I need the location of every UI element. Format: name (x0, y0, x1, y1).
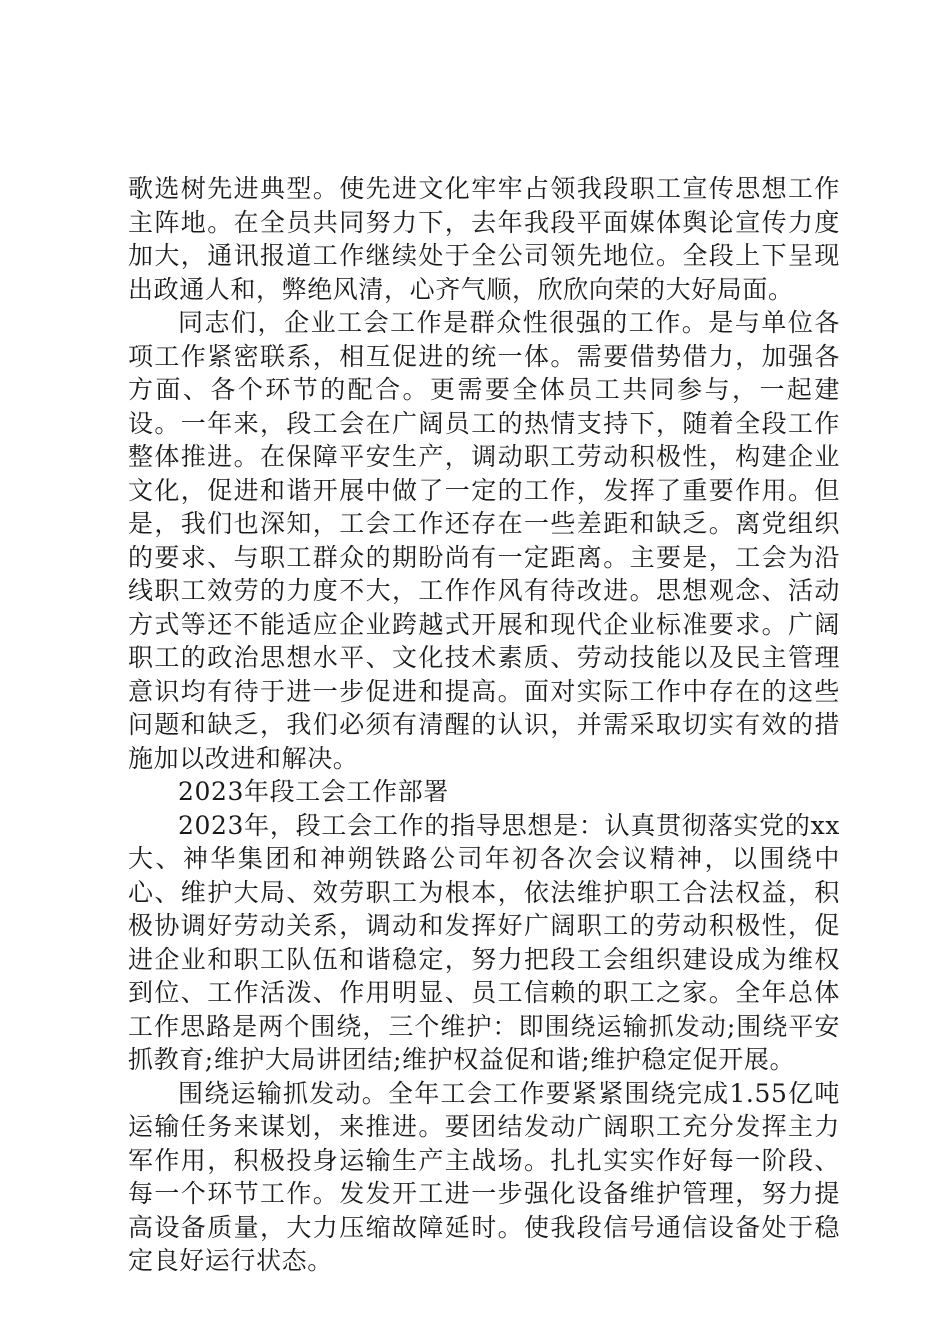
section-heading: 2023年段工会工作部署 (178, 777, 449, 806)
paragraph-transport-mobilization: 围绕运输抓发动。全年工会工作要紧紧围绕完成1.55亿吨运输任务来谋划，来推进。要团结发动广阔职工充分发挥主力军作用，积极投身运输生产主战场。扎扎实实作好每一阶段、每一个环节工作。发发开工进一步强化设备维护管理，努力提高设备质量，大力压缩故障延时。使我段信号通信设备处于稳定良好运行状态。 (128, 1078, 840, 1275)
paragraph-guiding-thought: 2023年，段工会工作的指导思想是：认真贯彻落实党的xx大、神华集团和神朔铁路公司年初各次会议精神，以围绕中心、维护大局、效劳职工为根本，依法维护职工合法权益，积极协调好劳动关系，调动和发挥好广阔职工的劳动积极性，促进企业和职工队伍和谐稳定，努力把段工会组织建设成为维权到位、工作活泼、作用明显、员工信赖的职工之家。全年总体工作思路是两个围绕，三个维护：即围绕运输抓发动;围绕平安抓教育;维护大局讲团结;维护权益促和谐;维护稳定促开展。 (128, 810, 840, 1074)
paragraph-union-work: 同志们，企业工会工作是群众性很强的工作。是与单位各项工作紧密联系，相互促进的统一体。需要借势借力，加强各方面、各个环节的配合。更需要全体员工共同参与，一起建设。一年来，段工会在广阔员工的热情支持下，随着全段工作整体推进。在保障平安生产，调动职工劳动积极性，构建企业文化，促进和谐开展中做了一定的工作，发挥了重要作用。但是，我们也深知，工会工作还存在一些差距和缺乏。离党组织的要求、与职工群众的期盼尚有一定距离。主要是，工会为沿线职工效劳的力度不大，工作作风有待改进。思想观念、活动方式等还不能适应企业跨越式开展和现代企业标准要求。广阔职工的政治思想水平、文化技术素质、劳动技能以及民主管理意识均有待于进一步促进和提高。面对实际工作中存在的这些问题和缺乏，我们必须有清醒的认识，并需采取切实有效的措施加以改进和解决。 (128, 308, 840, 773)
document-body (128, 172, 840, 1278)
paragraph-continuation: 歌选树先进典型。使先进文化牢牢占领我段职工宣传思想工作主阵地。在全员共同努力下，去年我段平面媒体舆论宣传力度加大，通讯报道工作继续处于全公司领先地位。全段上下呈现出政通人和，弊绝风清，心齐气顺，欣欣向荣的大好局面。 (128, 174, 840, 304)
